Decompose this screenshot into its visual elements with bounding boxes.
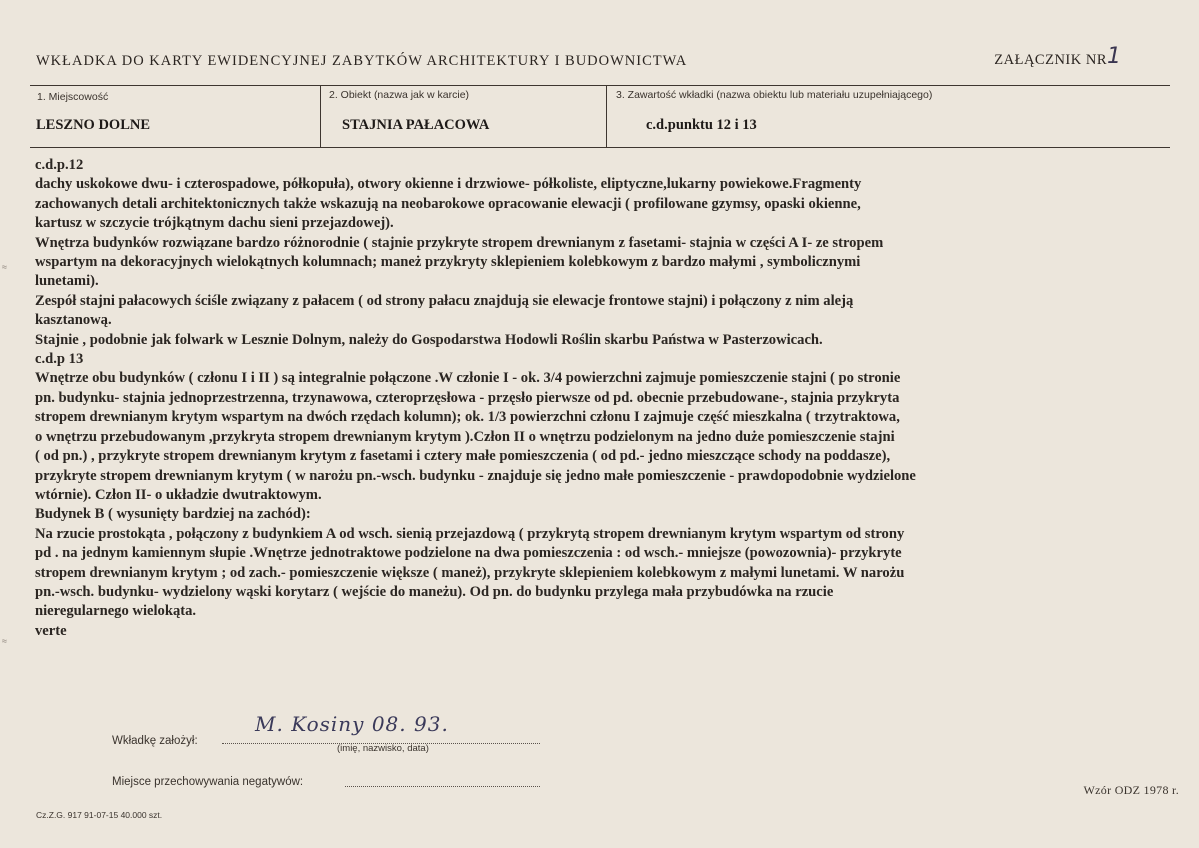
body-line: nieregularnego wielokąta. [35, 603, 197, 620]
field-3-label: 3. Zawartość wkładki (nazwa obiektu lub materiału uzupełniającego) [616, 89, 933, 101]
description-body [35, 156, 1055, 641]
body-line: zachowanych detali architektonicznych także wskazują na neobarokowe opracowanie elewacji ( profilowane gzymsy, opaski okienne, [35, 195, 861, 212]
field-1-label: 1. Miejscowość [37, 91, 109, 103]
annex-number: 1 [1107, 44, 1121, 69]
body-line: Na rzucie prostokąta , połączony z budynkiem A od wsch. sienią przejazdową ( przykrytą stropem drewnianym krytym wspartym od strony [35, 525, 905, 542]
field-divider-1 [320, 85, 321, 147]
field-3-value: c.d.punktu 12 i 13 [646, 117, 757, 133]
field-divider-2 [606, 85, 607, 147]
negatives-location-label: Miejsce przechowywania negatywów: [112, 776, 304, 788]
print-info: Cz.Z.G. 917 91-07-15 40.000 szt. [36, 810, 163, 820]
body-line: wspartym na dekoracyjnych wielokątnych kolumnach; maneż przykryty sklepieniem kolebkowym z bardzo małymi , symbolicznymi [35, 254, 861, 271]
field-2-label: 2. Obiekt (nazwa jak w karcie) [329, 89, 470, 101]
handwritten-signature: M. Kosiny 08. 93. [255, 712, 449, 736]
annex-label: ZAŁĄCZNIK NR [994, 52, 1107, 68]
body-line: pn. budynku- stajnia jednoprzestrzenna, trzynawowa, czteroprzęsłowa - przęsło pierwsze od pd. obecnie przebudowane-, stajnia przykryta [35, 389, 900, 406]
header-rule-bottom [30, 147, 1170, 148]
body-line: stropem drewnianym krytym ; od zach.- pomieszczenie większe ( maneż), przykryte sklepieniem kolebkowym z małymi lunetami. W narożu [35, 564, 905, 581]
form-reference: Wzór ODZ 1978 r. [1083, 783, 1179, 797]
body-line: verte [35, 622, 67, 639]
body-line: Stajnie , podobnie jak folwark w Lesznie Dolnym, należy do Gospodarstwa Hodowli Roślin skarbu Państwa w Pasterzowicach. [35, 331, 823, 348]
field-1-value: LESZNO DOLNE [36, 117, 151, 133]
body-line: wtórnie). Człon II- o układzie dwutraktowym. [35, 486, 322, 503]
card-title: WKŁADKA DO KARTY EWIDENCYJNEJ ZABYTKÓW ARCHITEKTURY I BUDOWNICTWA [36, 53, 688, 69]
body-line: c.d.p.12 [35, 157, 84, 173]
body-line: kartusz w szczycie trójkątnym dachu sieni przejazdowej). [35, 215, 394, 232]
body-line: kasztanową. [35, 312, 112, 329]
edge-hole-mark: ≈ [2, 636, 7, 646]
edge-hole-mark: ≈ [2, 262, 7, 272]
body-line: lunetami). [35, 273, 99, 290]
inserted-by-label: Wkładkę założył: [112, 735, 198, 747]
body-line: c.d.p 13 [35, 351, 84, 368]
header-rule-top [30, 85, 1170, 86]
body-line: przykryte stropem drewnianym krytym ( w narożu pn.-wsch. budynku - znajduje się jedno małe pomieszczenie - prawdopodobnie wydzielone [35, 467, 916, 484]
signature-caption: (imię, nazwisko, data) [337, 743, 429, 754]
body-line: o wnętrzu przebudowanym ,przykryta stropem drewnianym krytym ).Człon II o wnętrzu podzielonym na jedno duże pomieszczenie stajni [35, 428, 895, 445]
body-line: ( od pn.) , przykryte stropem drewnianym krytym z fasetami i cztery małe pomieszczenia ( od pd.- jedno mieszczące schody na poddasze), [35, 448, 891, 465]
body-line: pn.-wsch. budynku- wydzielony wąski korytarz ( wejście do maneżu). Od pn. do budynku przylega mała przybudówka na rzucie [35, 583, 834, 600]
body-line: Zespół stajni pałacowych ściśle związany z pałacem ( od strony pałacu znajdują sie elewacje frontowe stajni) i połączony z nim aleją [35, 292, 854, 309]
body-line: Budynek B ( wysunięty bardziej na zachód): [35, 506, 311, 523]
negatives-location-line [345, 786, 540, 787]
body-line: dachy uskokowe dwu- i czterospadowe, półkopuła), otwory okienne i drzwiowe- półkoliste, eliptyczne,lukarny powiekowe.Fragmenty [35, 176, 862, 193]
body-line: stropem drewnianym krytym wspartym na dwóch rzędach kolumn); ok. 1/3 powierzchni członu I zajmuje część mieszkalna ( trzytraktowa, [35, 409, 900, 426]
body-line: Wnętrza budynków rozwiązane bardzo różnorodnie ( stajnie przykryte stropem drewnianym z fasetami- stajnia w części A I- ze stropem [35, 234, 884, 251]
body-line: pd . na jednym kamiennym słupie .Wnętrze jednotraktowe podzielone na dwa pomieszczenia : od wsch.- mniejsze (powozownia)- przykryte [35, 545, 902, 562]
field-2-value: STAJNIA PAŁACOWA [342, 117, 490, 133]
body-line: Wnętrze obu budynków ( członu I i II ) są integralnie połączone .W członie I - ok. 3/4 powierzchni zajmuje pomieszczenie stajni ( po stronie [35, 370, 901, 387]
